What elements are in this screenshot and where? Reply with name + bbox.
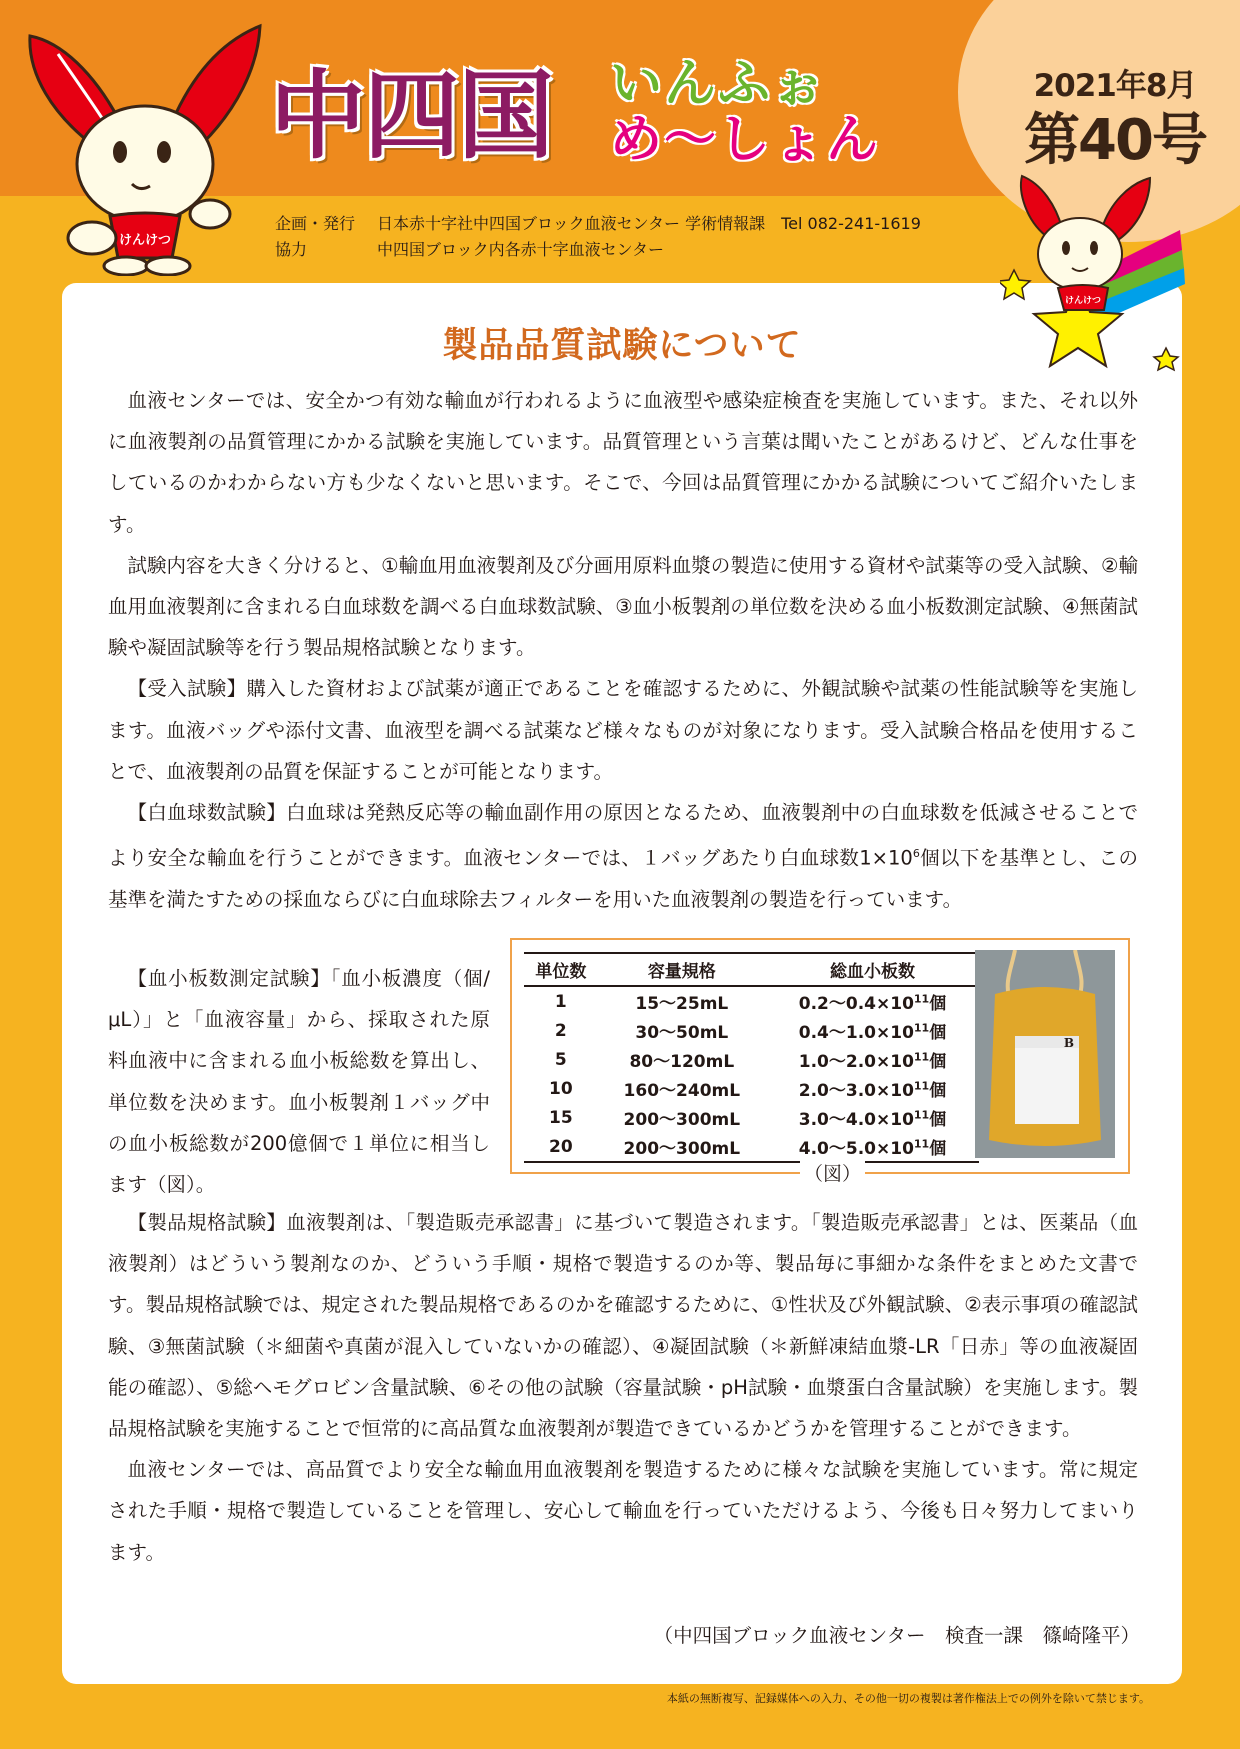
mascot-star-shirt-text: けんけつ [1064, 296, 1102, 306]
logo-kana [610, 56, 950, 168]
publisher-value: 日本赤十字社中四国ブロック血液センター 学術情報課 Tel 082-241-1619 [377, 214, 921, 233]
paragraph-platelet-test: 【血小板数測定試験】「血小板濃度（個/μL）」と「血液容量」から、採取された原料血液中に含まれる血小板総数を算出し、単位数を決めます。血小板製剤１バッグ中の血小板総数が200億個で１単位に相当します（図）。 [108, 967, 490, 1197]
article-body-bottom [108, 1202, 1138, 1573]
logo-kana-line-2: め〜しょん [610, 110, 881, 170]
table-row: 2 30〜50mL 0.4〜$1.0\times 10^{11}$個 [554, 1020, 947, 1043]
paragraph-product-spec-test: 【製品規格試験】血液製剤は、「製造販売承認書」に基づいて製造されます。「製造販売承認書」とは、医薬品（血液製剤）はどういう製剤なのか、どういう手順・規格で製造するのか等、製品毎に事細かな条件をまとめた文書です。製品規格試験では、規定された製品規格であるのかを確認するために、①性状及び外観試験、②表示事項の確認試験、③無菌試験（＊細菌や真菌が混入していないかの確認）、④凝固試験（＊新鮮凍結血漿-LR「日赤」等の血液凝固能の確認）、⑤総ヘモグロビン含量試験、⑥その他の試験（容量試験・pH試験・血漿蛋白含量試験）を実施します。製品規格試験を実施することで恒常的に高品質な血液製剤が製造できているかどうかを管理することができます。 [108, 1211, 1138, 1441]
table-header: 容量規格 [598, 953, 766, 986]
article-title: 製品品質試験について [442, 326, 802, 366]
table-header: 総血小板数 [766, 953, 979, 986]
issue-number: 第40号 [1024, 108, 1206, 173]
platelet-unit-table [524, 952, 979, 1163]
paragraph-overview: 試験内容を大きく分けると、①輸血用血液製剤及び分画用原料血漿の製造に使用する資材や試薬等の受入試験、②輸血用血液製剤に含まれる白血球数を調べる白血球数試験、③血小板製剤の単位数を決める血小板数測定試験、④無菌試験や凝固試験等を行う製品規格試験となります。 [108, 553, 1138, 660]
cooperation-label: 協力 [275, 240, 308, 259]
article-platelet-section [108, 958, 490, 1205]
author-signature: （中四国ブロック血液センター 検査一課 篠崎隆平） [653, 1624, 1140, 1647]
paragraph-acceptance-test: 【受入試験】購入した資材および試薬が適正であることを確認するために、外観試験や試薬の性能試験等を実施します。血液バッグや添付文書、血液型を調べる試薬など様々なものが対象になります。受入試験合格品を使用することで、血液製剤の品質を保証することが可能となります。 [108, 677, 1138, 783]
mascot-kenketsu-large [22, 14, 272, 276]
table-row: 5 80〜120mL 1.0〜$2.0\times 10^{11}$個 [554, 1049, 947, 1072]
paragraph-leukocyte-test: 【白血球数試験】白血球は発熱反応等の輸血副作用の原因となるため、血液製剤中の白血球数を低減させることでより安全な輸血を行うことができます。血液センターでは、１バッグあたり白血球数$1\times 10^6$個以下を基準とし、この基準を満たすための採血ならびに白血球除去フィルターを用いた血液製剤の製造を行っています。 [108, 801, 1138, 911]
copyright-notice: 本紙の無断複写、記録媒体への入力、その他一切の複製は著作権法上での例外を除いて禁じます。 [666, 1692, 1150, 1705]
issue-date: 2021年8月 [1033, 68, 1197, 104]
paragraph-closing: 血液センターでは、高品質でより安全な輸血用血液製剤を製造するために様々な試験を実施しています。常に規定された手順・規格で製造していることを管理し、安心して輸血を行っていただけるよう、今後も日々努力してまいります。 [108, 1458, 1138, 1564]
table-row: 15 200〜300mL 3.0〜$4.0\times 10^{11}$個 [548, 1107, 947, 1130]
table-row: 10 160〜240mL 2.0〜$3.0\times 10^{11}$個 [548, 1078, 947, 1101]
credits [275, 211, 921, 263]
article-body-top [108, 380, 1138, 920]
publisher-label: 企画・発行 [275, 214, 356, 233]
paragraph-intro: 血液センターでは、安全かつ有効な輸血が行われるように血液型や感染症検査を実施しています。また、それ以外に血液製剤の品質管理にかかる試験を実施しています。品質管理という言葉は聞いたことがあるけど、どんな仕事をしているのかわからない方も少なくないと思います。そこで、今回は品質管理にかかる試験についてご紹介いたします。 [108, 389, 1138, 536]
cooperation-value: 中四国ブロック内各赤十字血液センター [377, 240, 665, 259]
table-row: 20 200〜300mL 4.0〜$5.0\times 10^{11}$個 [524, 1132, 979, 1162]
bag-label: B [1063, 1036, 1075, 1050]
logo-kanji: 中四国 [270, 60, 552, 172]
table-header: 単位数 [524, 953, 598, 986]
figure-caption: （図） [800, 1159, 865, 1186]
mascot-shirt-text: けんけつ [118, 233, 172, 248]
platelet-bag-photo [975, 950, 1115, 1158]
table-row: 1 15〜25mL 0.2〜$0.4\times 10^{11}$個 [554, 991, 947, 1014]
logo-kana-line-1: いんふぉ [610, 54, 827, 114]
